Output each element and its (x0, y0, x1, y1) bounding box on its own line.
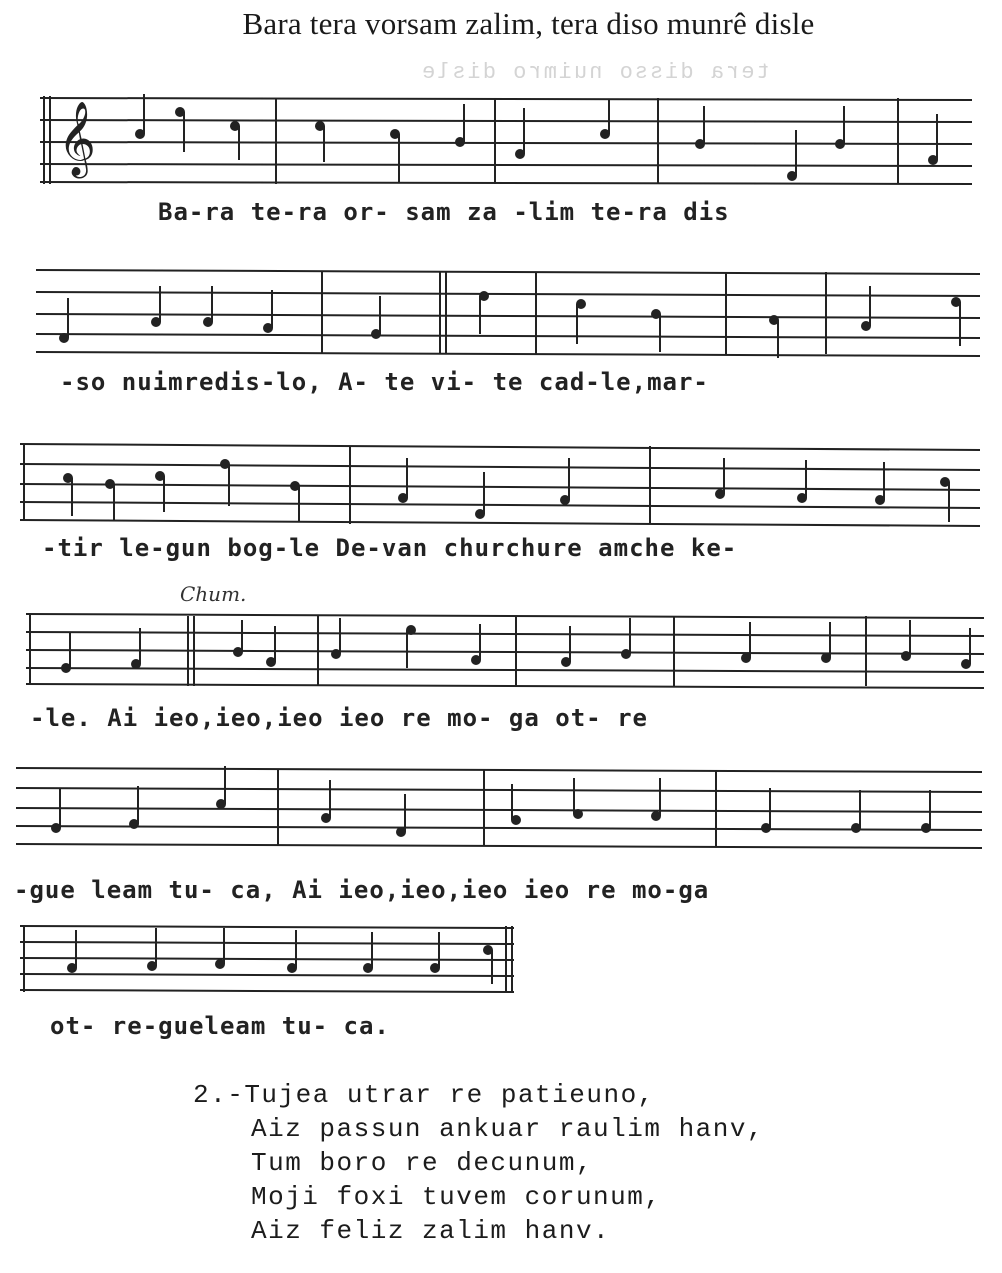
lyric-line-5: -gue leam tu- ca, Ai ieo,ieo,ieo ieo re mo-ga (14, 876, 710, 904)
lyric-line-1: Ba-ra te-ra or- sam za -lim te-ra dis (158, 198, 730, 226)
lyric-line-6: ot- re-gueleam tu- ca. (50, 1012, 390, 1040)
verse-number: 2.- (193, 1080, 245, 1110)
lyric-line-4: -le. Ai ieo,ieo,ieo ieo re mo- ga ot- re (30, 704, 648, 732)
svg-text:𝄞: 𝄞 (58, 102, 96, 176)
lyric-line-3: -tir le-gun bog-le De-van churchure amche ke- (42, 534, 738, 562)
verse-line-5: Aiz feliz zalim hanv. (251, 1216, 611, 1246)
verse-line-1: 2.-Tujea utrar re patieuno, (193, 1080, 655, 1110)
verse-line-3: Tum boro re decunum, (251, 1148, 594, 1178)
verse-line-2: Aiz passun ankuar raulim hanv, (251, 1114, 765, 1144)
staff-system-1 (40, 82, 980, 192)
lyric-line-2: -so nuimredis-lo, A- te vi- te cad-le,mar- (60, 368, 709, 396)
staff-system-4 (26, 606, 986, 696)
verse-line-4: Moji foxi tuvem corunum, (251, 1182, 662, 1212)
handwritten-annotation: Chum. (180, 582, 247, 606)
staff-system-5 (16, 758, 984, 858)
song-title: Bara tera vorsam zalim, tera diso munrê disle (242, 6, 815, 41)
staff-system-2 (36, 262, 982, 362)
verse-2 (193, 1078, 764, 1248)
bleedthrough-text: tera disso nuimro disle (420, 60, 770, 85)
staff-system-6 (20, 920, 520, 1000)
staff-system-3 (20, 436, 982, 536)
